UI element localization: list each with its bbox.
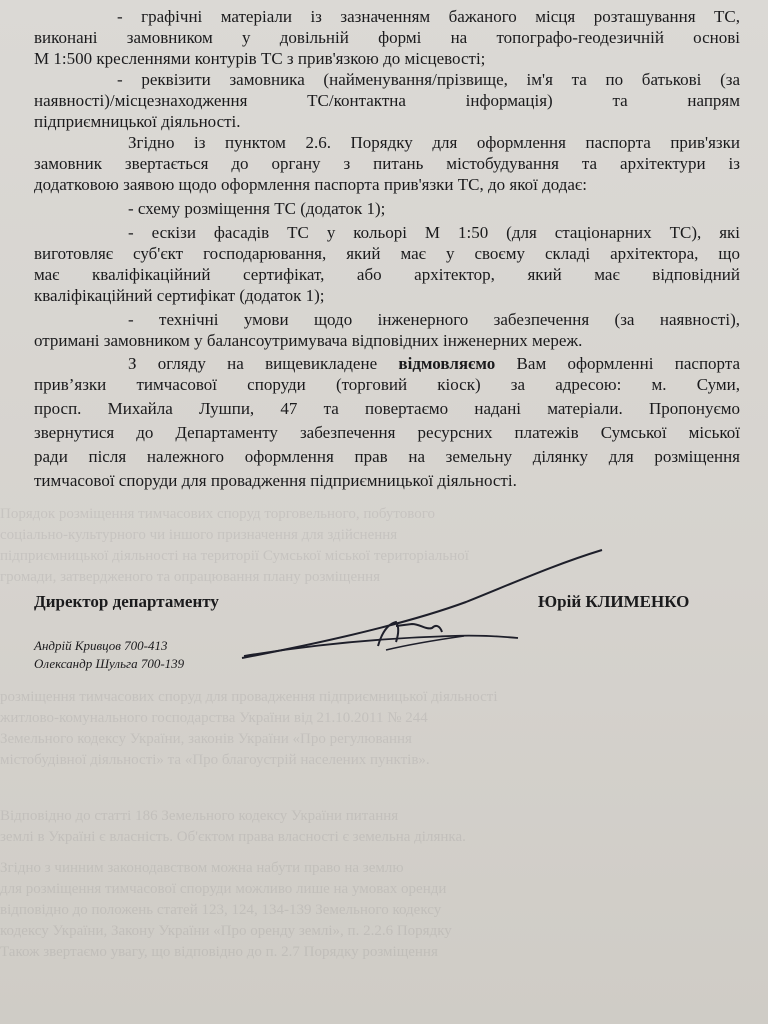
bleed-through-text: підприємницької діяльності на території Сумської міської територіальної: [0, 548, 469, 564]
bleed-through-text: Порядок розміщення тимчасових споруд торговельного, побутового: [0, 506, 436, 522]
body-line: отримані замовником у балансоутримувача відповідних інженерних мереж.: [34, 331, 583, 350]
body-line: - ескізи фасадів ТС у кольорі М 1:50 (для стаціонарних ТС), які: [128, 223, 740, 242]
body-line: - реквізити замовника (найменування/прізвище, ім'я та по батькові (за: [117, 70, 740, 89]
signatory-title: Директор департаменту: [34, 592, 219, 611]
bleed-through-text: відповідно до положень статей 123, 124, 134-139 Земельного кодексу: [0, 902, 442, 918]
refusal-line: просп. Михайла Лушпи, 47 та повертаємо надані матеріали. Пропонуємо: [34, 399, 740, 418]
bleed-through-text: соціально-культурного чи іншого призначення для здійснення: [0, 527, 398, 543]
body-line: додатковою заявою щодо оформлення паспорта прив'язки ТС, до якої додає:: [34, 175, 587, 194]
signatory-name: Юрій КЛИМЕНКО: [538, 592, 690, 611]
refusal-post: Вам оформленні паспорта: [495, 354, 740, 373]
body-line: М 1:500 кресленнями контурів ТС з прив'язкою до місцевості;: [34, 49, 486, 68]
refusal-line: тимчасової споруди для провадження підприємницької діяльності.: [34, 471, 517, 490]
contact-line: Олександр Шульга 700-139: [34, 656, 185, 671]
body-line: має кваліфікаційний сертифікат, або архітектор, який має відповідний: [34, 265, 740, 284]
bleed-through-text: громади, затвердженого та опрацювання плану розміщення: [0, 569, 381, 585]
contact-line: Андрій Кривцов 700-413: [34, 638, 168, 653]
refusal-line: звернутися до Департаменту забезпечення ресурсних платежів Сумської міської: [34, 423, 740, 442]
body-line: - графічні матеріали із зазначенням бажаного місця розташування ТС,: [117, 7, 740, 26]
handwritten-signature: [236, 546, 616, 668]
bleed-through-text: для розміщення тимчасової споруди можливо лише на умовах оренди: [0, 881, 447, 897]
body-line: Згідно із пунктом 2.6. Порядку для оформлення паспорта прив'язки: [128, 133, 740, 152]
bleed-through-text: житлово-комунального господарства України від 21.10.2011 № 244: [0, 710, 428, 726]
bleed-through-text: містобудівної діяльності» та «Про благоустрій населених пунктів».: [0, 752, 430, 768]
body-line: - схему розміщення ТС (додаток 1);: [128, 199, 386, 218]
bleed-through-text: землі в Україні є власність. Об'єктом права власності є земельна ділянка.: [0, 829, 466, 845]
bleed-through-text: Відповідно до статті 186 Земельного кодексу України питання: [0, 808, 399, 824]
body-line: виготовляє суб'єкт господарювання, який має у своєму складі архітектора, що: [34, 244, 740, 263]
refusal-first-line: [128, 353, 740, 374]
refusal-pre: З огляду на вищевикладене: [128, 354, 399, 373]
body-line: підприємницької діяльності.: [34, 112, 241, 131]
bleed-through-text: кодексу України, Закону України «Про оренду землі», п. 2.2.6 Порядку: [0, 923, 452, 939]
body-line: кваліфікаційний сертифікат (додаток 1);: [34, 286, 325, 305]
refusal-line: ради після належного оформлення прав на земельну ділянку для розміщення: [34, 447, 740, 466]
bleed-through-text: Згідно з чинним законодавством можна набути право на землю: [0, 860, 404, 876]
body-line: наявності)/місцезнаходження ТС/контактна інформація) та напрям: [34, 91, 740, 110]
refusal-line: прив’язки тимчасової споруди (торговий кіоск) за адресою: м. Суми,: [34, 375, 740, 394]
body-line: - технічні умови щодо інженерного забезпечення (за наявності),: [128, 310, 740, 329]
refusal-bold-word: відмовляємо: [398, 354, 496, 373]
body-line: замовник звертається до органу з питань містобудування та архітектури із: [34, 154, 740, 173]
body-line: виконані замовником у довільній формі на топографо-геодезичній основі: [34, 28, 740, 47]
bleed-through-text: розміщення тимчасових споруд для провадження підприємницької діяльності: [0, 689, 498, 705]
bleed-through-text: Земельного кодексу України, законів України «Про регулювання: [0, 731, 412, 747]
bleed-through-text: Також звертаємо увагу, що відповідно до п. 2.7 Порядку розміщення: [0, 944, 438, 960]
